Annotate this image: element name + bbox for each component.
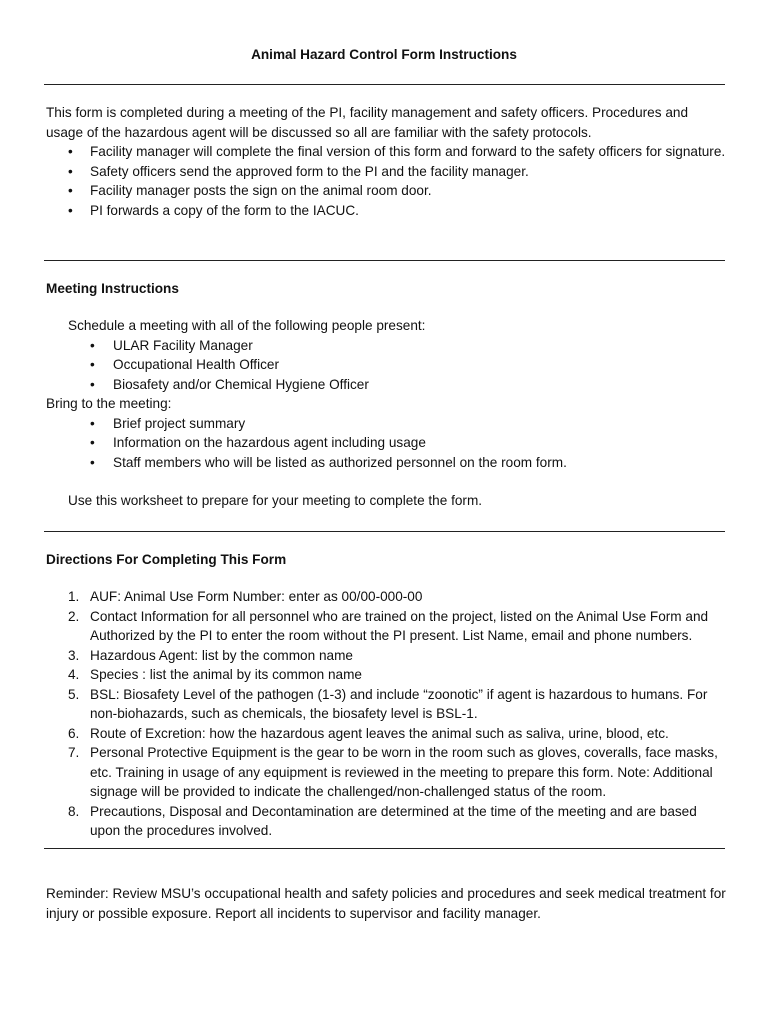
list-item-text: PI forwards a copy of the form to the IACUC. [90,202,359,218]
item-number: 1. [68,589,80,604]
list-item-text: Facility manager posts the sign on the animal room door. [90,183,432,198]
bullet-icon: • [90,435,95,450]
list-item-text: Hazardous Agent: list by the common name [90,647,353,663]
list-item-text: Biosafety and/or Chemical Hygiene Officer [113,376,369,392]
list-item [46,201,726,221]
item-number: 6. [68,725,80,741]
directions-section [46,587,726,841]
bring-line: Bring to the meeting: [46,396,172,411]
list-item-text: ULAR Facility Manager [113,337,253,353]
divider-meeting [44,260,725,261]
list-item [68,336,718,356]
bullet-icon: • [68,202,73,218]
intro-section [46,103,726,220]
list-item [46,142,726,162]
directions-heading: Directions For Completing This Form [46,552,287,567]
item-number: 3. [68,647,80,663]
item-number: 8. [68,803,80,819]
list-item-text: Safety officers send the approved form to the PI and the facility manager. [90,163,529,179]
list-item [46,162,726,182]
schedule-line: Schedule a meeting with all of the following people present: [68,318,426,333]
list-item-text: AUF: Animal Use Form Number: enter as 00/00-000-00 [90,589,423,604]
item-number: 4. [68,667,80,682]
bring-list [68,414,718,473]
bullet-icon: • [90,337,95,353]
list-item [46,743,726,802]
list-item-text: Personal Protective Equipment is the gear to be worn in the room such as gloves, coveralls, face masks, etc. Training in usage of any equipment is reviewed in the meeting to prepare this form. Note: Additional signage will be provided to indicate the challenged/non-challenged status of the room. [90,745,718,799]
list-item-text: Staff members who will be listed as authorized personnel on the room form. [113,454,567,470]
bullet-icon: • [68,183,73,198]
people-list [68,336,718,395]
bullet-icon: • [68,163,73,179]
list-item [68,414,718,434]
list-item [46,607,726,646]
list-item-text: Information on the hazardous agent including usage [113,435,426,450]
list-item [68,355,718,375]
meeting-section [46,316,718,511]
meeting-heading: Meeting Instructions [46,281,179,296]
list-item-text: Route of Excretion: how the hazardous agent leaves the animal such as saliva, urine, blood, etc. [90,725,669,741]
divider-reminder [44,848,725,849]
list-item [46,181,726,201]
list-item-text: Brief project summary [113,415,246,431]
reminder-section [46,884,726,923]
list-item [68,433,718,453]
bullet-icon: • [90,454,95,470]
list-item-text: Species : list the animal by its common name [90,667,362,682]
list-item [46,724,726,744]
directions-list [46,587,726,841]
list-item-text: Occupational Health Officer [113,357,279,372]
list-item [46,802,726,841]
list-item-text: Precautions, Disposal and Decontamination are determined at the time of the meeting and are based upon the procedures involved. [90,803,697,838]
list-item-text: Contact Information for all personnel who are trained on the project, listed on the Animal Use Form and Authorized by the PI to enter the room without the PI present. List Name, email and phone numbers. [90,608,709,643]
divider-directions [44,531,725,532]
page-title: Animal Hazard Control Form Instructions [251,47,517,62]
list-item-text: Facility manager will complete the final version of this form and forward to the safety officers for signature. [90,144,726,159]
item-number: 2. [68,608,80,624]
intro-bullet-list [46,142,726,220]
divider-top [44,84,725,85]
bullet-icon: • [68,144,73,159]
list-item [68,375,718,395]
worksheet-line: Use this worksheet to prepare for your meeting to complete the form. [68,493,483,508]
bullet-icon: • [90,376,95,392]
list-item [46,665,726,685]
item-number: 5. [68,686,80,702]
bullet-icon: • [90,357,95,372]
bullet-icon: • [90,415,95,431]
list-item [46,685,726,724]
item-number: 7. [68,745,80,760]
reminder-text: Reminder: Review MSU’s occupational health and safety policies and procedures and seek medical treatment for injury or possible exposure. Report all incidents to supervisor and facility manager. [46,886,726,921]
list-item-text: BSL: Biosafety Level of the pathogen (1-3) and include “zoonotic” if agent is hazardous to humans. For non-biohazards, such as chemicals, the biosafety level is BSL-1. [90,686,708,721]
intro-paragraph: This form is completed during a meeting of the PI, facility management and safety officers. Procedures and usage of the hazardous agent will be discussed so all are familiar with the safety protocols. [46,105,688,140]
list-item [68,453,718,473]
list-item [46,646,726,666]
list-item [46,587,726,607]
